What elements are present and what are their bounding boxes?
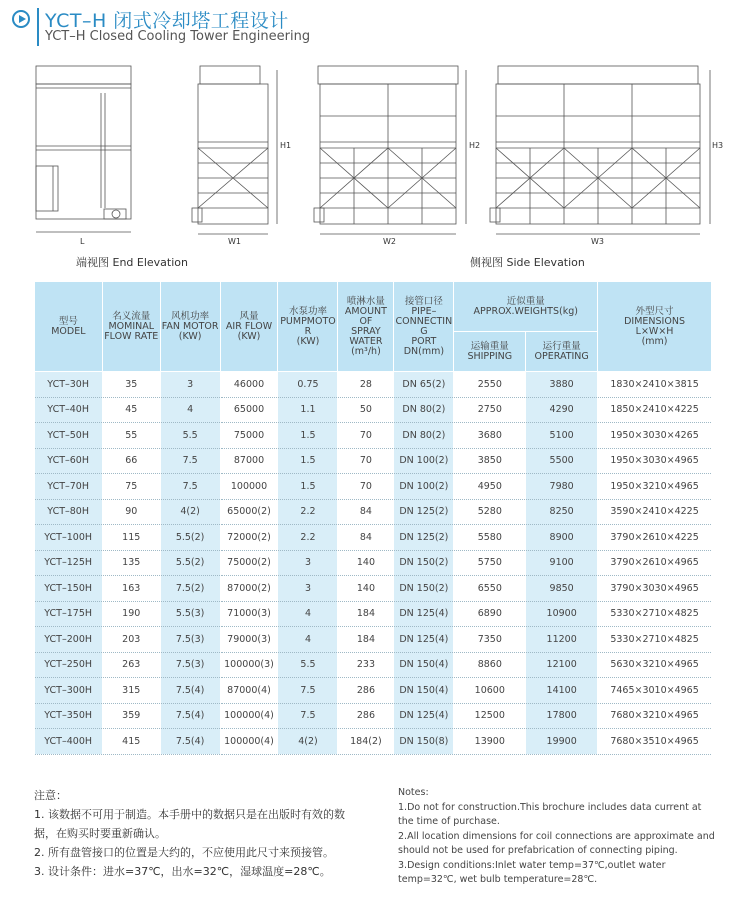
table-row bbox=[35, 499, 712, 525]
cell-model: YCT–400H bbox=[35, 729, 103, 755]
cell-pump-motor: 1.5 bbox=[278, 448, 338, 474]
cell-shipping-weight: 7350 bbox=[454, 627, 526, 653]
cell-shipping-weight: 5750 bbox=[454, 550, 526, 576]
cell-pump-motor: 7.5 bbox=[278, 703, 338, 729]
notes-cn-line: 2. 所有盘管接口的位置是大约的，不应使用此尺寸来预接管。 bbox=[34, 846, 334, 859]
cell-pump-motor: 4 bbox=[278, 627, 338, 653]
dim-label-h3: H3 bbox=[712, 141, 724, 150]
cell-shipping-weight: 5580 bbox=[454, 525, 526, 551]
cell-model: YCT–175H bbox=[35, 601, 103, 627]
cell-fan-motor: 7.5(3) bbox=[160, 627, 220, 653]
header-operating: 运行重量 OPERATING bbox=[526, 332, 598, 372]
spec-table bbox=[34, 281, 712, 755]
cell-operating-weight: 4290 bbox=[526, 397, 598, 423]
cell-shipping-weight: 8860 bbox=[454, 652, 526, 678]
cell-fan-motor: 5.5(2) bbox=[160, 525, 220, 551]
cell-spray-water: 184 bbox=[338, 627, 394, 653]
cell-dimensions: 3790×3030×4965 bbox=[598, 576, 712, 602]
cell-pump-motor: 3 bbox=[278, 550, 338, 576]
cell-spray-water: 28 bbox=[338, 372, 394, 398]
cell-flow-rate: 315 bbox=[102, 678, 160, 704]
cell-air-flow: 87000(4) bbox=[220, 678, 278, 704]
cell-air-flow: 100000 bbox=[220, 474, 278, 500]
cell-operating-weight: 8900 bbox=[526, 525, 598, 551]
cell-pump-motor: 5.5 bbox=[278, 652, 338, 678]
cell-model: YCT–60H bbox=[35, 448, 103, 474]
cell-spray-water: 184 bbox=[338, 601, 394, 627]
table-row bbox=[35, 601, 712, 627]
cell-dimensions: 1950×3030×4965 bbox=[598, 448, 712, 474]
cell-air-flow: 65000(2) bbox=[220, 499, 278, 525]
cell-spray-water: 84 bbox=[338, 525, 394, 551]
side-elevation-caption: 侧视图 Side Elevation bbox=[470, 256, 585, 269]
table-row bbox=[35, 576, 712, 602]
cell-spray-water: 286 bbox=[338, 703, 394, 729]
page-header bbox=[12, 6, 742, 46]
cell-air-flow: 46000 bbox=[220, 372, 278, 398]
notes-cn-heading: 注意： bbox=[34, 789, 67, 802]
cell-air-flow: 100000(3) bbox=[220, 652, 278, 678]
cell-air-flow: 72000(2) bbox=[220, 525, 278, 551]
cell-pipe-port: DN 125(4) bbox=[394, 601, 454, 627]
cell-dimensions: 5630×3210×4965 bbox=[598, 652, 712, 678]
cell-flow-rate: 263 bbox=[102, 652, 160, 678]
cell-model: YCT–40H bbox=[35, 397, 103, 423]
notes-en-heading: Notes: bbox=[398, 787, 429, 798]
cell-pipe-port: DN 125(4) bbox=[394, 627, 454, 653]
cell-spray-water: 233 bbox=[338, 652, 394, 678]
cell-pipe-port: DN 80(2) bbox=[394, 423, 454, 449]
cell-flow-rate: 115 bbox=[102, 525, 160, 551]
cell-shipping-weight: 12500 bbox=[454, 703, 526, 729]
cell-pipe-port: DN 150(2) bbox=[394, 550, 454, 576]
cell-model: YCT–250H bbox=[35, 652, 103, 678]
end-elevation-right-drawing bbox=[192, 66, 277, 234]
header-shipping: 运输重量 SHIPPING bbox=[454, 332, 526, 372]
cell-pipe-port: DN 65(2) bbox=[394, 372, 454, 398]
dim-label-w2: W2 bbox=[383, 237, 396, 246]
cell-dimensions: 7465×3010×4965 bbox=[598, 678, 712, 704]
header-flow-rate: 名义流量 MOMINAL FLOW RATE bbox=[102, 282, 160, 372]
cell-flow-rate: 135 bbox=[102, 550, 160, 576]
cell-flow-rate: 75 bbox=[102, 474, 160, 500]
table-row bbox=[35, 627, 712, 653]
cell-flow-rate: 190 bbox=[102, 601, 160, 627]
cell-air-flow: 75000(2) bbox=[220, 550, 278, 576]
dim-label-h2: H2 bbox=[469, 141, 481, 150]
page-subtitle: YCT–H Closed Cooling Tower Engineering bbox=[45, 29, 311, 44]
cell-flow-rate: 415 bbox=[102, 729, 160, 755]
cell-dimensions: 3590×2410×4225 bbox=[598, 499, 712, 525]
cell-spray-water: 50 bbox=[338, 397, 394, 423]
end-elevation-left-drawing bbox=[36, 66, 131, 232]
header-pump-motor: 水泵功率 PUMPMOTO R (KW) bbox=[278, 282, 338, 372]
cell-shipping-weight: 3850 bbox=[454, 448, 526, 474]
cell-pump-motor: 1.5 bbox=[278, 423, 338, 449]
table-row bbox=[35, 678, 712, 704]
cell-operating-weight: 8250 bbox=[526, 499, 598, 525]
cell-model: YCT–350H bbox=[35, 703, 103, 729]
dim-label-w1: W1 bbox=[228, 237, 241, 246]
cell-air-flow: 100000(4) bbox=[220, 729, 278, 755]
dim-label-h1: H1 bbox=[280, 141, 292, 150]
cell-shipping-weight: 13900 bbox=[454, 729, 526, 755]
cell-pump-motor: 4 bbox=[278, 601, 338, 627]
table-row bbox=[35, 703, 712, 729]
cell-dimensions: 7680×3510×4965 bbox=[598, 729, 712, 755]
cell-model: YCT–80H bbox=[35, 499, 103, 525]
cell-air-flow: 100000(4) bbox=[220, 703, 278, 729]
notes-cn-line: 1. 该数据不可用于制造。本手册中的数据只是在出版时有效的数 bbox=[34, 808, 345, 821]
table-row bbox=[35, 729, 712, 755]
header-weights: 近似重量 APPROX.WEIGHTS(kg) bbox=[454, 282, 598, 332]
header-fan-motor: 风机功率 FAN MOTOR (KW) bbox=[160, 282, 220, 372]
cell-fan-motor: 5.5(2) bbox=[160, 550, 220, 576]
cell-air-flow: 71000(3) bbox=[220, 601, 278, 627]
cell-pipe-port: DN 100(2) bbox=[394, 448, 454, 474]
cell-fan-motor: 5.5 bbox=[160, 423, 220, 449]
cell-spray-water: 286 bbox=[338, 678, 394, 704]
cell-pump-motor: 1.5 bbox=[278, 474, 338, 500]
cell-fan-motor: 3 bbox=[160, 372, 220, 398]
cell-spray-water: 70 bbox=[338, 423, 394, 449]
notes-en-line: 3.Design conditions:Inlet water temp=37℃,outlet water temp=32℃, wet bulb temperature=28℃. bbox=[398, 859, 666, 885]
table-row bbox=[35, 474, 712, 500]
cell-pump-motor: 1.1 bbox=[278, 397, 338, 423]
end-elevation-caption: 端视图 End Elevation bbox=[76, 256, 188, 269]
notes-cn-line: 3. 设计条件：进水=37℃，出水=32℃，湿球温度=28℃。 bbox=[34, 865, 331, 878]
cell-dimensions: 1950×3210×4965 bbox=[598, 474, 712, 500]
cell-spray-water: 140 bbox=[338, 550, 394, 576]
table-row bbox=[35, 423, 712, 449]
cell-fan-motor: 7.5(2) bbox=[160, 576, 220, 602]
cell-pipe-port: DN 80(2) bbox=[394, 397, 454, 423]
table-row bbox=[35, 372, 712, 398]
dim-label-l: L bbox=[80, 237, 85, 246]
cell-operating-weight: 9850 bbox=[526, 576, 598, 602]
cell-fan-motor: 7.5(4) bbox=[160, 678, 220, 704]
cell-fan-motor: 4(2) bbox=[160, 499, 220, 525]
cell-operating-weight: 19900 bbox=[526, 729, 598, 755]
cell-dimensions: 3790×2610×4965 bbox=[598, 550, 712, 576]
cell-air-flow: 65000 bbox=[220, 397, 278, 423]
cell-operating-weight: 10900 bbox=[526, 601, 598, 627]
table-row bbox=[35, 525, 712, 551]
cell-dimensions: 1830×2410×3815 bbox=[598, 372, 712, 398]
cell-pump-motor: 0.75 bbox=[278, 372, 338, 398]
table-row bbox=[35, 397, 712, 423]
cell-pipe-port: DN 125(2) bbox=[394, 499, 454, 525]
table-row bbox=[35, 652, 712, 678]
cell-fan-motor: 7.5 bbox=[160, 448, 220, 474]
cell-pipe-port: DN 125(4) bbox=[394, 703, 454, 729]
cell-flow-rate: 359 bbox=[102, 703, 160, 729]
cell-shipping-weight: 6890 bbox=[454, 601, 526, 627]
cell-pipe-port: DN 150(4) bbox=[394, 652, 454, 678]
cell-air-flow: 87000(2) bbox=[220, 576, 278, 602]
cell-shipping-weight: 6550 bbox=[454, 576, 526, 602]
notes-english bbox=[398, 786, 720, 888]
cell-model: YCT–150H bbox=[35, 576, 103, 602]
cell-operating-weight: 9100 bbox=[526, 550, 598, 576]
cell-fan-motor: 7.5 bbox=[160, 474, 220, 500]
cell-flow-rate: 66 bbox=[102, 448, 160, 474]
header-dimensions: 外型尺寸 DIMENSIONS L×W×H (mm) bbox=[598, 282, 712, 372]
notes-en-line: 1.Do not for construction.This brochure includes data current at the time of purchase. bbox=[398, 801, 702, 827]
cell-dimensions: 1950×3030×4265 bbox=[598, 423, 712, 449]
cell-pipe-port: DN 150(4) bbox=[394, 678, 454, 704]
cell-model: YCT–30H bbox=[35, 372, 103, 398]
cell-flow-rate: 35 bbox=[102, 372, 160, 398]
cell-spray-water: 140 bbox=[338, 576, 394, 602]
table-row bbox=[35, 448, 712, 474]
cell-shipping-weight: 5280 bbox=[454, 499, 526, 525]
notes-cn-line: 据，在购买时要重新确认。 bbox=[34, 827, 166, 840]
cell-operating-weight: 3880 bbox=[526, 372, 598, 398]
cell-spray-water: 84 bbox=[338, 499, 394, 525]
cell-shipping-weight: 3680 bbox=[454, 423, 526, 449]
header-divider bbox=[37, 8, 39, 46]
cell-model: YCT–70H bbox=[35, 474, 103, 500]
cell-fan-motor: 7.5(4) bbox=[160, 703, 220, 729]
notes-chinese bbox=[34, 786, 384, 881]
cell-pump-motor: 4(2) bbox=[278, 729, 338, 755]
cell-flow-rate: 45 bbox=[102, 397, 160, 423]
cell-dimensions: 7680×3210×4965 bbox=[598, 703, 712, 729]
cell-dimensions: 5330×2710×4825 bbox=[598, 627, 712, 653]
cell-air-flow: 79000(3) bbox=[220, 627, 278, 653]
header-air-flow: 风量 AIR FLOW (KW) bbox=[220, 282, 278, 372]
notes-en-line: 2.All location dimensions for coil connections are approximate and should not be used for prefabrication of connecting piping. bbox=[398, 830, 715, 856]
elevation-drawings bbox=[28, 58, 724, 248]
cell-flow-rate: 203 bbox=[102, 627, 160, 653]
cell-pipe-port: DN 150(2) bbox=[394, 576, 454, 602]
cell-operating-weight: 14100 bbox=[526, 678, 598, 704]
cell-pipe-port: DN 100(2) bbox=[394, 474, 454, 500]
cell-operating-weight: 7980 bbox=[526, 474, 598, 500]
cell-air-flow: 75000 bbox=[220, 423, 278, 449]
side-elevation-drawing-2 bbox=[490, 66, 710, 234]
header-pipe-port: 接管口径 PIPE– CONNECTIN G PORT DN(mm) bbox=[394, 282, 454, 372]
cell-shipping-weight: 10600 bbox=[454, 678, 526, 704]
header-model: 型号 MODEL bbox=[35, 282, 103, 372]
cell-shipping-weight: 4950 bbox=[454, 474, 526, 500]
cell-fan-motor: 5.5(3) bbox=[160, 601, 220, 627]
cell-dimensions: 1850×2410×4225 bbox=[598, 397, 712, 423]
cell-shipping-weight: 2550 bbox=[454, 372, 526, 398]
cell-dimensions: 5330×2710×4825 bbox=[598, 601, 712, 627]
cell-dimensions: 3790×2610×4225 bbox=[598, 525, 712, 551]
cell-pipe-port: DN 150(8) bbox=[394, 729, 454, 755]
cell-operating-weight: 5100 bbox=[526, 423, 598, 449]
cell-shipping-weight: 2750 bbox=[454, 397, 526, 423]
side-elevation-drawing-1 bbox=[314, 66, 466, 234]
cell-model: YCT–125H bbox=[35, 550, 103, 576]
cell-spray-water: 184(2) bbox=[338, 729, 394, 755]
cell-model: YCT–100H bbox=[35, 525, 103, 551]
cell-fan-motor: 7.5(3) bbox=[160, 652, 220, 678]
play-arrow-icon bbox=[12, 10, 30, 28]
cell-operating-weight: 5500 bbox=[526, 448, 598, 474]
cell-fan-motor: 7.5(4) bbox=[160, 729, 220, 755]
cell-operating-weight: 11200 bbox=[526, 627, 598, 653]
cell-pump-motor: 7.5 bbox=[278, 678, 338, 704]
cell-pump-motor: 2.2 bbox=[278, 525, 338, 551]
header-spray-water: 喷淋水量 AMOUNT OF SPRAY WATER (m³/h) bbox=[338, 282, 394, 372]
page-title: YCT–H 闭式冷却塔工程设计 bbox=[45, 10, 289, 32]
cell-flow-rate: 55 bbox=[102, 423, 160, 449]
cell-operating-weight: 17800 bbox=[526, 703, 598, 729]
cell-flow-rate: 90 bbox=[102, 499, 160, 525]
cell-spray-water: 70 bbox=[338, 448, 394, 474]
cell-pump-motor: 2.2 bbox=[278, 499, 338, 525]
cell-model: YCT–200H bbox=[35, 627, 103, 653]
cell-model: YCT–50H bbox=[35, 423, 103, 449]
cell-pipe-port: DN 125(2) bbox=[394, 525, 454, 551]
cell-spray-water: 70 bbox=[338, 474, 394, 500]
cell-pump-motor: 3 bbox=[278, 576, 338, 602]
cell-flow-rate: 163 bbox=[102, 576, 160, 602]
table-row bbox=[35, 550, 712, 576]
cell-model: YCT–300H bbox=[35, 678, 103, 704]
cell-air-flow: 87000 bbox=[220, 448, 278, 474]
cell-operating-weight: 12100 bbox=[526, 652, 598, 678]
cell-fan-motor: 4 bbox=[160, 397, 220, 423]
dim-label-w3: W3 bbox=[591, 237, 604, 246]
